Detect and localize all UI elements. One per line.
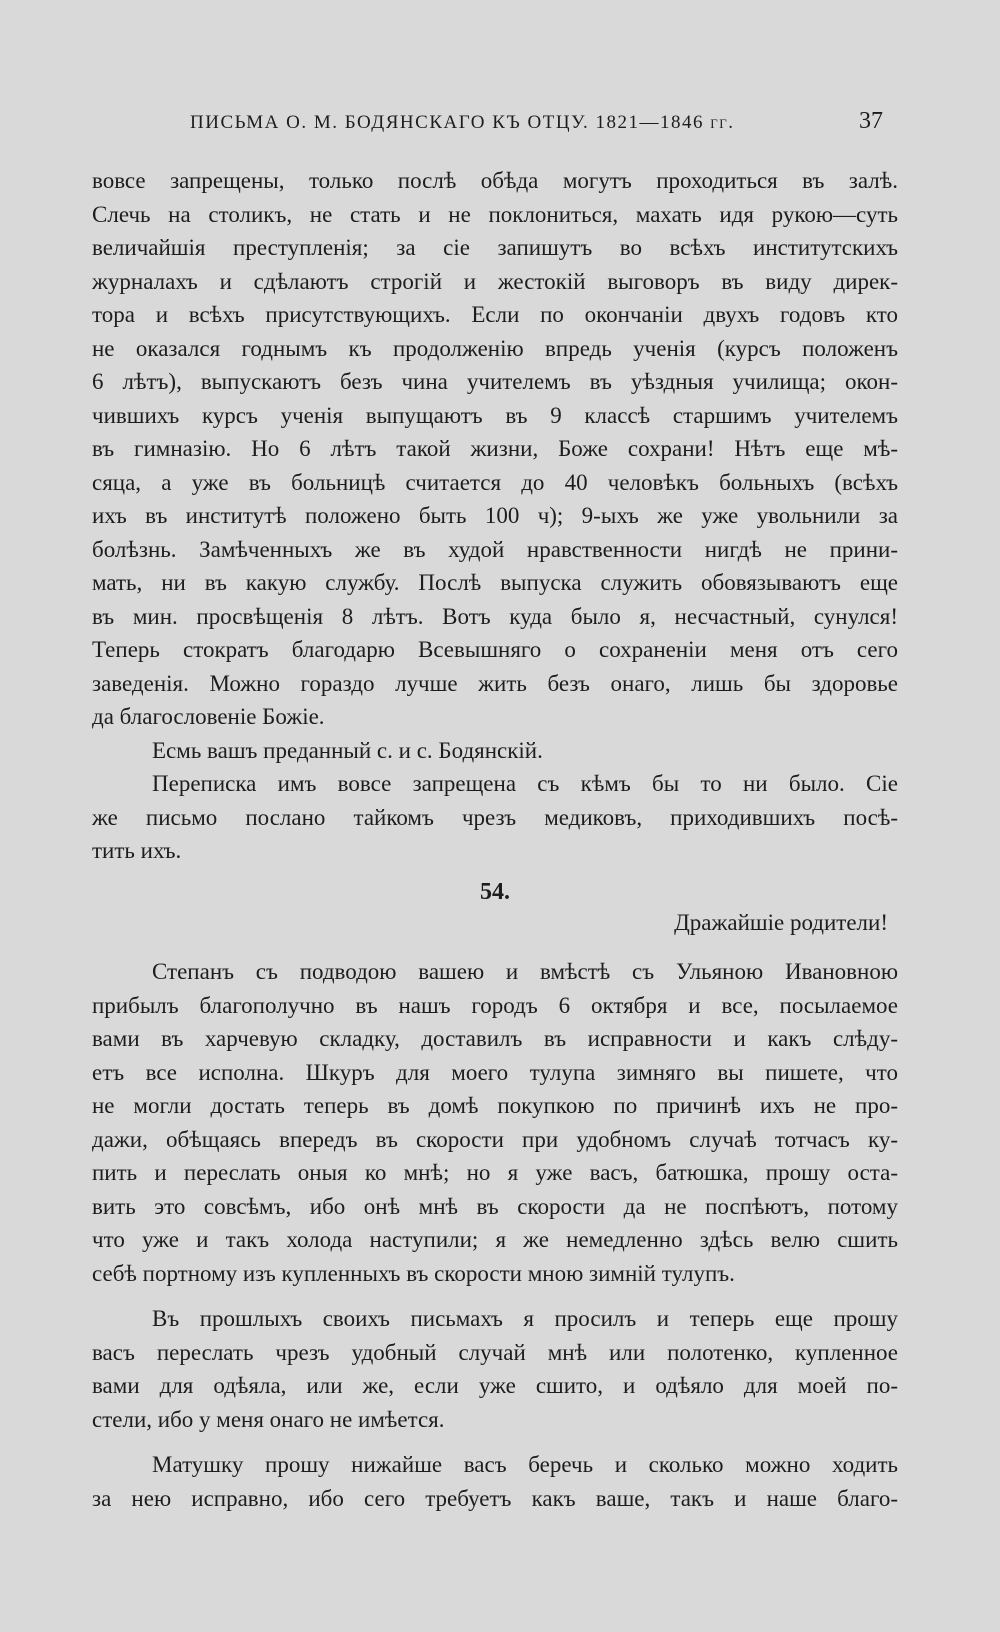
text-line: вами для одѣяла, или же, если уже сшито, и одѣяло для моей по- <box>92 1373 898 1398</box>
text-line: тора и всѣхъ присутствующихъ. Если по окончаніи двухъ годовъ кто <box>92 302 898 327</box>
page-number: 37 <box>859 108 883 134</box>
text-line: Переписка имъ вовсе запрещена съ кѣмъ бы то ни было. Сіе <box>152 771 898 796</box>
text-line: въ гимназію. Но 6 лѣтъ такой жизни, Боже сохрани! Нѣтъ еще мѣ- <box>92 436 898 461</box>
paragraph-letter-54-1 <box>92 955 898 1290</box>
text-line: стели, ибо у меня онаго не имѣется. <box>92 1406 445 1432</box>
salutation: Дражайшіе родители! <box>674 909 888 935</box>
text-line: вовсе запрещены, только послѣ обѣда могутъ проходиться въ залѣ. <box>92 168 898 193</box>
text-line: вить это совсѣмъ, ибо онѣ мнѣ въ скорости да не поспѣютъ, потому <box>92 1193 898 1219</box>
text-line: не могли достать теперь въ домѣ покупкою по причинѣ ихъ не про- <box>92 1093 898 1118</box>
text-line: етъ все исполна. Шкуръ для моего тулупа зимняго вы пишете, что <box>92 1059 898 1085</box>
text-line: васъ переслать чрезъ удобный случай мнѣ или полотенко, купленное <box>92 1339 898 1365</box>
text-line: чившихъ курсъ ученія выпущаютъ въ 9 классѣ старшимъ учителемъ <box>92 402 898 428</box>
paragraph-editor-note <box>92 767 898 868</box>
text-line: же письмо послано тайкомъ чрезъ медиковъ, приходившихъ посѣ- <box>92 804 898 830</box>
text-line: заведенія. Можно гораздо лучше жить безъ онаго, лишь бы здоровье <box>92 670 898 696</box>
text-line: ихъ въ институтѣ положено быть 100 ч); 9-ыхъ же уже увольнили за <box>92 503 898 528</box>
text-line: Степанъ съ подводою вашею и вмѣстѣ съ Ульяною Ивановною <box>152 959 898 984</box>
text-line: мать, ни въ какую службу. Послѣ выпуска служить обовязываютъ еще <box>92 570 898 595</box>
text-line: тить ихъ. <box>92 838 182 863</box>
text-line: Въ прошлыхъ своихъ письмахъ я просилъ и теперь еще прошу <box>152 1306 898 1331</box>
text-line: 6 лѣтъ), выпускаютъ безъ чина учителемъ въ уѣздныя училища; окон- <box>92 369 898 394</box>
text-line: дажи, обѣщаясь впередъ въ скорости при удобномъ случаѣ тотчасъ ку- <box>92 1126 898 1152</box>
text-line: пить и переслать оныя ко мнѣ; но я уже васъ, батюшка, прошу оста- <box>92 1160 898 1185</box>
running-title: ПИСЬМА О. М. БОДЯНСКАГО КЪ ОТЦУ. 1821—1846 гг. <box>190 112 735 133</box>
text-line: величайшія преступленія; за сіе запишутъ во всѣхъ институтскихъ <box>92 235 898 260</box>
text-line: за нею исправно, ибо сего требуетъ какъ ваше, такъ и наше благо- <box>92 1485 898 1511</box>
text-line: себѣ портному изъ купленныхъ въ скорости мною зимній тулупъ. <box>92 1260 735 1286</box>
letter-number: 54. <box>480 878 510 905</box>
paragraph-letter-54-2 <box>92 1302 898 1436</box>
paragraph-letter-54-3 <box>92 1448 898 1515</box>
text-line: не оказался годнымъ къ продолженію впредь ученія (курсъ положенъ <box>92 335 898 361</box>
text-line: болѣзнь. Замѣченныхъ же въ худой нравственности нигдѣ не прини- <box>92 536 898 562</box>
signature-line: Есмь вашъ преданный с. и с. Бодянскій. <box>152 737 543 763</box>
text-line: въ мин. просвѣщенія 8 лѣтъ. Вотъ куда было я, несчастный, сунулся! <box>92 603 898 629</box>
text-line: Матушку прошу нижайше васъ беречь и сколько можно ходить <box>152 1452 898 1477</box>
paragraph-gap <box>92 1290 898 1302</box>
text-line: сяца, а уже въ больницѣ считается до 40 человѣкъ больныхъ (всѣхъ <box>92 469 898 495</box>
page-text <box>92 164 898 1515</box>
text-line: Слечь на столикъ, не стать и не поклониться, махать идя рукою—суть <box>92 201 898 227</box>
text-line: Теперь стократъ благодарю Всевышняго о сохраненіи меня отъ сего <box>92 637 898 662</box>
text-line: вами въ харчевую складку, доставилъ въ исправности и какъ слѣду- <box>92 1026 898 1051</box>
paragraph-gap <box>92 1436 898 1448</box>
text-line: что уже и такъ холода наступили; я же немедленно здѣсь велю сшить <box>92 1227 898 1252</box>
text-line: да благословеніе Божіе. <box>92 704 325 729</box>
paragraph-letter-end <box>92 164 898 734</box>
text-line: журналахъ и сдѣлаютъ строгій и жестокій выговоръ въ виду дирек- <box>92 268 898 294</box>
text-line: прибылъ благополучно въ нашъ городъ 6 октября и все, посылаемое <box>92 992 898 1018</box>
